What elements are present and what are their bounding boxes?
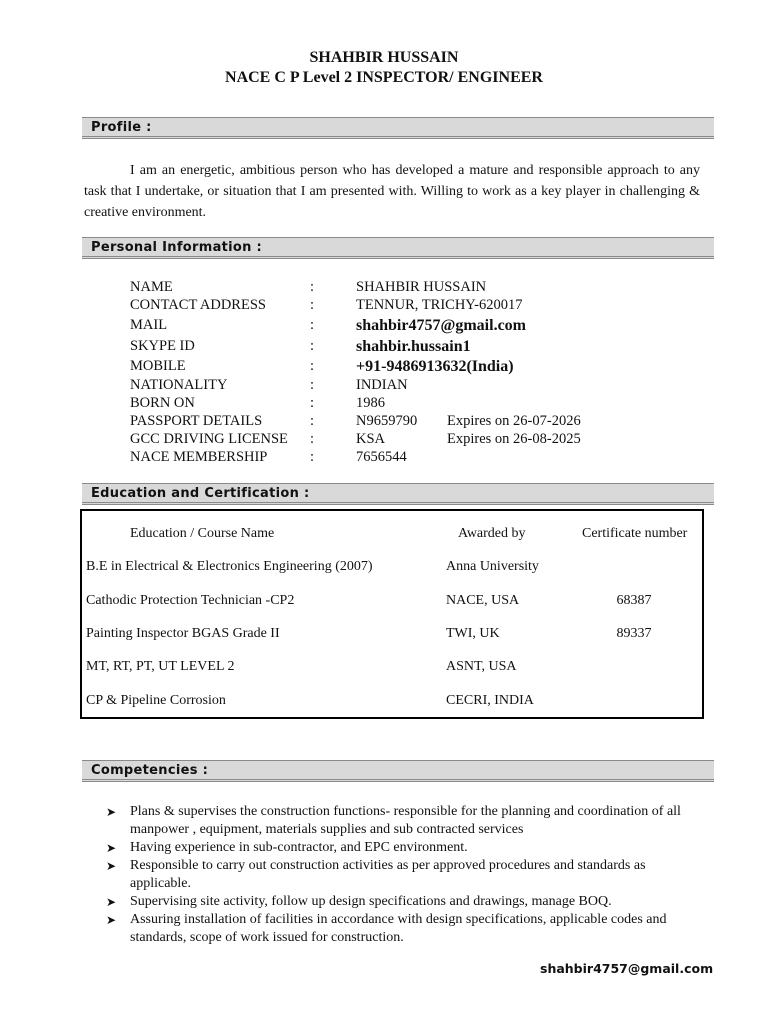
info-colon: : <box>310 338 315 354</box>
course-name: B.E in Electrical & Electronics Engineering (2007) <box>86 559 373 574</box>
info-value: shahbir4757@gmail.com <box>356 317 526 334</box>
section-title: Personal Information : <box>91 240 263 255</box>
info-value: +91-9486913632(India) <box>356 358 514 375</box>
competency-text: Plans & supervises the construction functions- responsible for the planning and coordination of all manpower , equipment, materials supplies and sub contracted services <box>130 804 681 837</box>
info-colon: : <box>310 317 315 333</box>
table-header-course: Education / Course Name <box>130 526 275 541</box>
info-value: N9659790 <box>356 413 418 429</box>
section-title: Competencies : <box>91 763 209 778</box>
candidate-role: NACE C P Level 2 INSPECTOR/ ENGINEER <box>225 69 543 86</box>
section-header-personal <box>82 237 714 259</box>
info-colon: : <box>310 377 315 393</box>
course-name: Cathodic Protection Technician -CP2 <box>86 593 295 608</box>
info-colon: : <box>310 358 315 374</box>
competency-text: Supervising site activity, follow up design specifications and drawings, manage BOQ. <box>130 894 612 909</box>
info-label: CONTACT ADDRESS <box>130 297 266 313</box>
info-value: 1986 <box>356 395 385 411</box>
course-name: MT, RT, PT, UT LEVEL 2 <box>86 659 235 674</box>
info-colon: : <box>310 395 315 411</box>
personal-info-row <box>130 431 690 449</box>
info-value: TENNUR, TRICHY-620017 <box>356 297 523 313</box>
info-value: SHAHBIR HUSSAIN <box>356 279 487 295</box>
awarding-body: NACE, USA <box>446 593 520 608</box>
personal-info-row <box>130 413 690 431</box>
info-label: GCC DRIVING LICENSE <box>130 431 288 447</box>
personal-info-row <box>130 279 690 297</box>
arrow-bullet-icon: ➤ <box>106 895 117 909</box>
competency-item <box>106 857 706 893</box>
competency-text: Responsible to carry out construction activities as per approved procedures and standards as applicable. <box>130 858 646 891</box>
info-colon: : <box>310 297 315 313</box>
section-header-profile <box>82 117 714 139</box>
info-colon: : <box>310 449 315 465</box>
competency-item <box>106 839 706 857</box>
info-value: INDIAN <box>356 377 408 393</box>
info-colon: : <box>310 431 315 447</box>
arrow-bullet-icon: ➤ <box>106 913 117 927</box>
table-header-cert: Certificate number <box>582 526 688 541</box>
section-title: Profile : <box>91 120 152 135</box>
info-value: shahbir.hussain1 <box>356 338 471 355</box>
competency-text: Assuring installation of facilities in accordance with design specifications, applicable codes and standards, scope of work issued for construction. <box>130 912 667 945</box>
personal-info-row <box>130 395 690 413</box>
candidate-name: SHAHBIR HUSSAIN <box>309 49 459 66</box>
personal-info-row <box>130 317 690 335</box>
arrow-bullet-icon: ➤ <box>106 859 117 873</box>
section-header-competencies <box>82 760 714 782</box>
awarding-body: CECRI, INDIA <box>446 693 534 708</box>
table-header-awarded: Awarded by <box>458 526 526 541</box>
section-header-education <box>82 483 714 505</box>
certificate-number: 68387 <box>616 593 652 608</box>
personal-info-row <box>130 449 690 467</box>
competency-item <box>106 911 706 947</box>
info-label: NATIONALITY <box>130 377 228 393</box>
arrow-bullet-icon: ➤ <box>106 841 117 855</box>
info-label: BORN ON <box>130 395 195 411</box>
competency-item <box>106 893 706 911</box>
awarding-body: TWI, UK <box>446 626 500 641</box>
personal-info-row <box>130 297 690 315</box>
info-value: 7656544 <box>356 449 407 465</box>
info-colon: : <box>310 413 315 429</box>
info-label: SKYPE ID <box>130 338 195 354</box>
awarding-body: Anna University <box>446 559 539 574</box>
info-value: KSA <box>356 431 386 447</box>
personal-info-row <box>130 377 690 395</box>
competency-text: Having experience in sub-contractor, and EPC environment. <box>130 840 468 855</box>
personal-info-row <box>130 338 690 356</box>
competency-item <box>106 803 706 839</box>
personal-info-row <box>130 358 690 376</box>
profile-text <box>84 160 700 223</box>
info-label: MOBILE <box>130 358 186 374</box>
info-colon: : <box>310 279 315 295</box>
awarding-body: ASNT, USA <box>446 659 517 674</box>
arrow-bullet-icon: ➤ <box>106 805 117 819</box>
certificate-number: 89337 <box>616 626 652 641</box>
info-expiry: Expires on 26-07-2026 <box>447 413 581 429</box>
profile-paragraph: I am an energetic, ambitious person who has developed a mature and responsible approach to any task that I undertake, or situation that I am presented with. Willing to work as a key player in challenging & creative environment. <box>84 163 700 220</box>
section-title: Education and Certification : <box>91 486 310 501</box>
info-label: MAIL <box>130 317 168 333</box>
info-expiry: Expires on 26-08-2025 <box>447 431 581 447</box>
footer-email: shahbir4757@gmail.com <box>540 961 714 976</box>
info-label: PASSPORT DETAILS <box>130 413 263 429</box>
course-name: Painting Inspector BGAS Grade II <box>86 626 280 641</box>
info-label: NACE MEMBERSHIP <box>130 449 268 465</box>
competency-list <box>106 803 706 947</box>
info-label: NAME <box>130 279 173 295</box>
course-name: CP & Pipeline Corrosion <box>86 693 226 708</box>
